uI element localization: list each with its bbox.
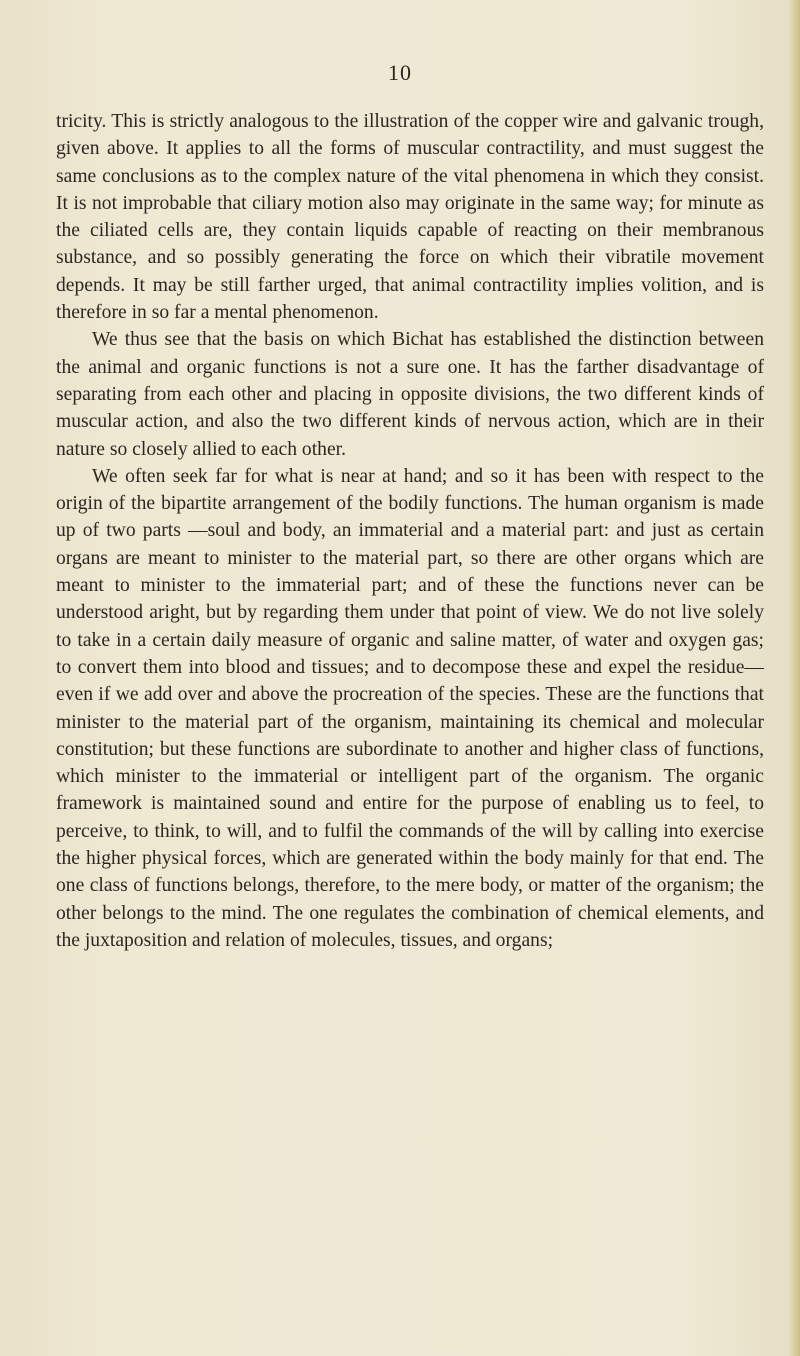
paragraph-2: We thus see that the basis on which Bichat has established the distinction between the animal and organic functions is not a sure one. It has the farther disadvantage of separating from each other and placing in opposite divisions, the two different kinds of muscular action, and also the two different kinds of nervous action, which are in their nature so closely allied to each other.: [56, 329, 764, 460]
body-text: [56, 108, 764, 954]
paragraph-3: We often seek far for what is near at hand; and so it has been with respect to the origin of the bipartite arrangement of the bodily functions. The human organism is made up of two parts —soul and body, an immaterial and a material part: and just as certain organs are meant to minister to the material part, so there are other organs which are meant to minister to the immaterial part; and of these the functions never can be understood aright, but by regarding them under that point of view. We do not live solely to take in a certain daily measure of organic and saline matter, of water and oxygen gas; to convert them into blood and tissues; and to decompose these and expel the residue—even if we add over and above the procreation of the species. These are the functions that minister to the material part of the organism, maintaining its chemical and molecular constitution; but these functions are subordinate to another and higher class of functions, which minister to the immaterial or intelligent part of the organism. The organic framework is maintained sound and entire for the purpose of enabling us to feel, to perceive, to think, to will, and to fulfil the commands of the will by calling into exercise the higher physical forces, which are generated within the body mainly for that end. The one class of functions belongs, therefore, to the mere body, or matter of the organism; the other belongs to the mind. The one regulates the combination of chemical elements, and the juxtaposition and relation of molecules, tissues, and organs;: [56, 465, 764, 951]
page-number: 10: [388, 60, 412, 85]
paragraph-1: tricity. This is strictly analogous to the illustration of the copper wire and galvanic trough, given above. It applies to all the forms of muscular contractility, and must suggest the same conclusions as to the complex nature of the vital phenomena in which they consist. It is not improbable that ciliary motion also may originate in the same way; for minute as the ciliated cells are, they contain liquids capable of reacting on their membranous substance, and so possibly generating the force on which their vibratile movement depends. It may be still farther urged, that animal contractility implies volition, and is therefore in so far a mental phenomenon.: [56, 111, 764, 324]
page-edge-shadow: [788, 0, 800, 1356]
